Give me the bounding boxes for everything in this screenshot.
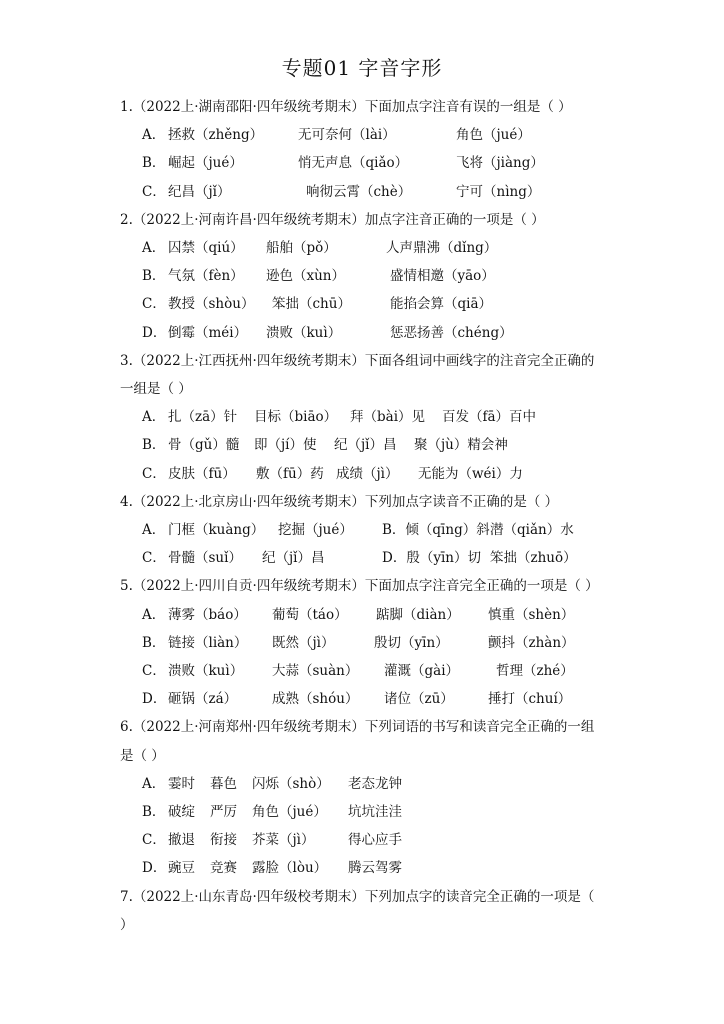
option-item: 气氛（fèn）: [168, 268, 244, 285]
question-stem: 2.（2022上·河南许昌·四年级统考期末）加点字注音正确的一项是（ ）: [120, 211, 545, 228]
option-letter: A．: [142, 606, 166, 623]
option-item: 囚禁（qiú）: [168, 240, 244, 257]
option-letter: B．: [142, 268, 166, 285]
option-item: 皮肤（fū）: [168, 465, 236, 482]
question-stem: 1.（2022上·湖南邵阳·四年级统考期末）下面加点字注音有误的一组是（ ）: [120, 99, 572, 115]
question-7: [120, 883, 604, 939]
option-letter: B．: [142, 437, 166, 454]
question-2: [120, 206, 604, 347]
question-3: [120, 347, 604, 488]
option-row: [120, 262, 604, 290]
option-item: 聚（jù）精会神: [414, 437, 508, 454]
option-item: 响彻云霄（chè）: [306, 183, 412, 200]
question-list: [120, 93, 604, 939]
option-item: 撤退: [168, 832, 195, 849]
option-letter: A．: [142, 409, 166, 426]
option-item: 笨拙（chū）: [272, 296, 351, 313]
option-item: 纪（jǐ）昌: [262, 550, 325, 567]
option-item: 链接（liàn）: [168, 634, 248, 651]
option-row: [120, 798, 604, 826]
option-row: [120, 178, 604, 206]
option-item: 潜（qiǎn）水: [490, 522, 574, 539]
question-1: [120, 93, 604, 206]
option-item: 拜（bài）见: [350, 409, 426, 426]
option-item: 即（jí）使: [254, 437, 317, 454]
option-letter: C．: [142, 296, 166, 313]
option-letter: C．: [142, 183, 166, 200]
option-item: 诸位（zū）: [384, 691, 454, 708]
option-item: 宁可（nìng）: [456, 183, 541, 200]
option-item: 挖掘（jué）: [278, 522, 353, 539]
option-item: D．殷（yīn）切: [382, 550, 481, 567]
option-row: [120, 544, 604, 572]
option-item: 殷切（yīn）: [374, 634, 449, 651]
option-item: 悄无声息（qiǎo）: [298, 155, 409, 172]
option-row: [120, 854, 604, 882]
option-item: 无可奈何（lài）: [298, 127, 396, 144]
option-row: [120, 149, 604, 177]
option-letter: B．: [142, 804, 166, 821]
option-letter: A．: [142, 127, 166, 144]
option-item: 盛情相邀（yāo）: [390, 268, 495, 285]
option-item: 霎时: [168, 775, 195, 792]
option-item: 灌溉（gài）: [384, 663, 460, 680]
option-item: 笨拙（zhuō）: [490, 550, 577, 567]
option-letter: C．: [142, 832, 166, 849]
option-letter: C．: [142, 663, 166, 680]
option-item: 踮脚（diàn）: [376, 606, 460, 623]
option-letter: B．: [142, 155, 166, 172]
option-item: 成熟（shóu）: [272, 691, 359, 708]
option-item: 大蒜（suàn）: [272, 663, 359, 680]
option-item: 能掐会算（qiā）: [390, 296, 493, 313]
option-row: [120, 516, 604, 544]
option-item: 竞赛: [210, 860, 237, 877]
option-row: [120, 290, 604, 318]
option-item: 百发（fā）百中: [442, 409, 537, 426]
option-item: 无能为（wéi）力: [418, 465, 523, 482]
option-item: 角色（jué）: [456, 127, 531, 144]
question-stem: 7.（2022上·山东青岛·四年级校考期末）下列加点字的读音完全正确的一项是（ ）: [120, 888, 595, 933]
option-row: [120, 601, 604, 629]
question-4: [120, 488, 604, 573]
option-row: [120, 460, 604, 488]
option-item: 哲理（zhé）: [496, 663, 574, 680]
option-item: 倒霉（méi）: [168, 324, 248, 341]
option-item: 溃败（kuì）: [266, 324, 342, 341]
option-letter: D．: [142, 324, 167, 341]
option-item: 捶打（chuí）: [488, 691, 572, 708]
option-item: 砸锅（zá）: [168, 691, 238, 708]
question-5: [120, 572, 604, 713]
question-stem: 3.（2022上·江西抚州·四年级统考期末）下面各组词中画线字的注音完全正确的一组是（ ）: [120, 352, 595, 398]
option-item: 纪昌（jǐ）: [168, 183, 231, 200]
question-stem: 5.（2022上·四川自贡·四年级统考期末）下面加点字注音完全正确的一项是（ ）: [120, 578, 599, 595]
question-stem: 6.（2022上·河南郑州·四年级统考期末）下列词语的书写和读音完全正确的一组是（ ）: [120, 719, 595, 764]
option-item: 纪（jǐ）昌: [334, 437, 397, 454]
option-item: 葡萄（táo）: [272, 606, 348, 623]
option-item: 崛起（jué）: [168, 155, 243, 172]
option-row: [120, 770, 604, 798]
option-item: 衔接: [210, 832, 237, 849]
option-letter: D．: [142, 860, 167, 877]
option-item: 老态龙钟: [348, 775, 402, 792]
option-letter: D．: [142, 691, 167, 708]
option-item: 破绽: [168, 804, 195, 821]
option-item: 角色（jué）: [252, 804, 327, 821]
option-item: 人声鼎沸（dǐng）: [386, 240, 498, 257]
option-row: [120, 826, 604, 854]
page-title: 专题01 字音字形: [281, 56, 443, 80]
option-item: 坑坑洼洼: [348, 804, 402, 821]
option-row: [120, 319, 604, 347]
option-item: 逊色（xùn）: [266, 268, 346, 285]
option-letter: A．: [142, 775, 166, 792]
option-row: [120, 685, 604, 713]
option-item: 颤抖（zhàn）: [488, 634, 575, 651]
option-row: [120, 629, 604, 657]
option-item: 薄雾（báo）: [168, 606, 247, 623]
option-letter: C．: [142, 465, 166, 482]
option-item: 惩恶扬善（chéng）: [390, 324, 513, 341]
option-item: 教授（shòu）: [168, 296, 255, 313]
option-item: 闪烁（shò）: [252, 775, 330, 792]
option-item: B．倾（qīng）斜: [382, 522, 490, 539]
option-item: 溃败（kuì）: [168, 663, 244, 680]
option-item: 目标（biāo）: [254, 409, 338, 426]
option-row: [120, 234, 604, 262]
option-letter: A．: [142, 240, 166, 257]
option-letter: B．: [142, 634, 166, 651]
option-item: 扎（zā）针: [168, 409, 238, 426]
option-item: 飞将（jiàng）: [456, 155, 544, 172]
option-row: [120, 121, 604, 149]
option-item: 豌豆: [168, 860, 195, 877]
question-6: [120, 713, 604, 882]
option-item: 拯救（zhěng）: [168, 127, 264, 144]
option-item: 船舶（pǒ）: [266, 240, 337, 257]
question-stem: 4.（2022上·北京房山·四年级统考期末）下列加点字读音不正确的是（ ）: [120, 493, 559, 510]
option-item: 严厉: [210, 804, 237, 821]
option-letter: C．: [142, 550, 166, 567]
option-item: 腾云驾雾: [348, 860, 402, 877]
option-row: [120, 403, 604, 431]
option-item: 芥菜（jì）: [252, 832, 315, 849]
option-item: 露脸（lòu）: [252, 860, 328, 877]
option-item: 门框（kuàng）: [168, 522, 265, 539]
option-row: [120, 657, 604, 685]
option-item: 骨（gǔ）髓: [168, 437, 240, 454]
option-item: 暮色: [210, 775, 237, 792]
option-item: 骨髓（suǐ）: [168, 550, 242, 567]
option-letter: A．: [142, 522, 166, 539]
option-item: 慎重（shèn）: [488, 606, 575, 623]
option-row: [120, 431, 604, 459]
option-item: 得心应手: [348, 832, 402, 849]
option-item: 成绩（jì）: [336, 465, 399, 482]
option-item: 既然（jì）: [272, 634, 335, 651]
option-item: 敷（fū）药: [256, 465, 324, 482]
